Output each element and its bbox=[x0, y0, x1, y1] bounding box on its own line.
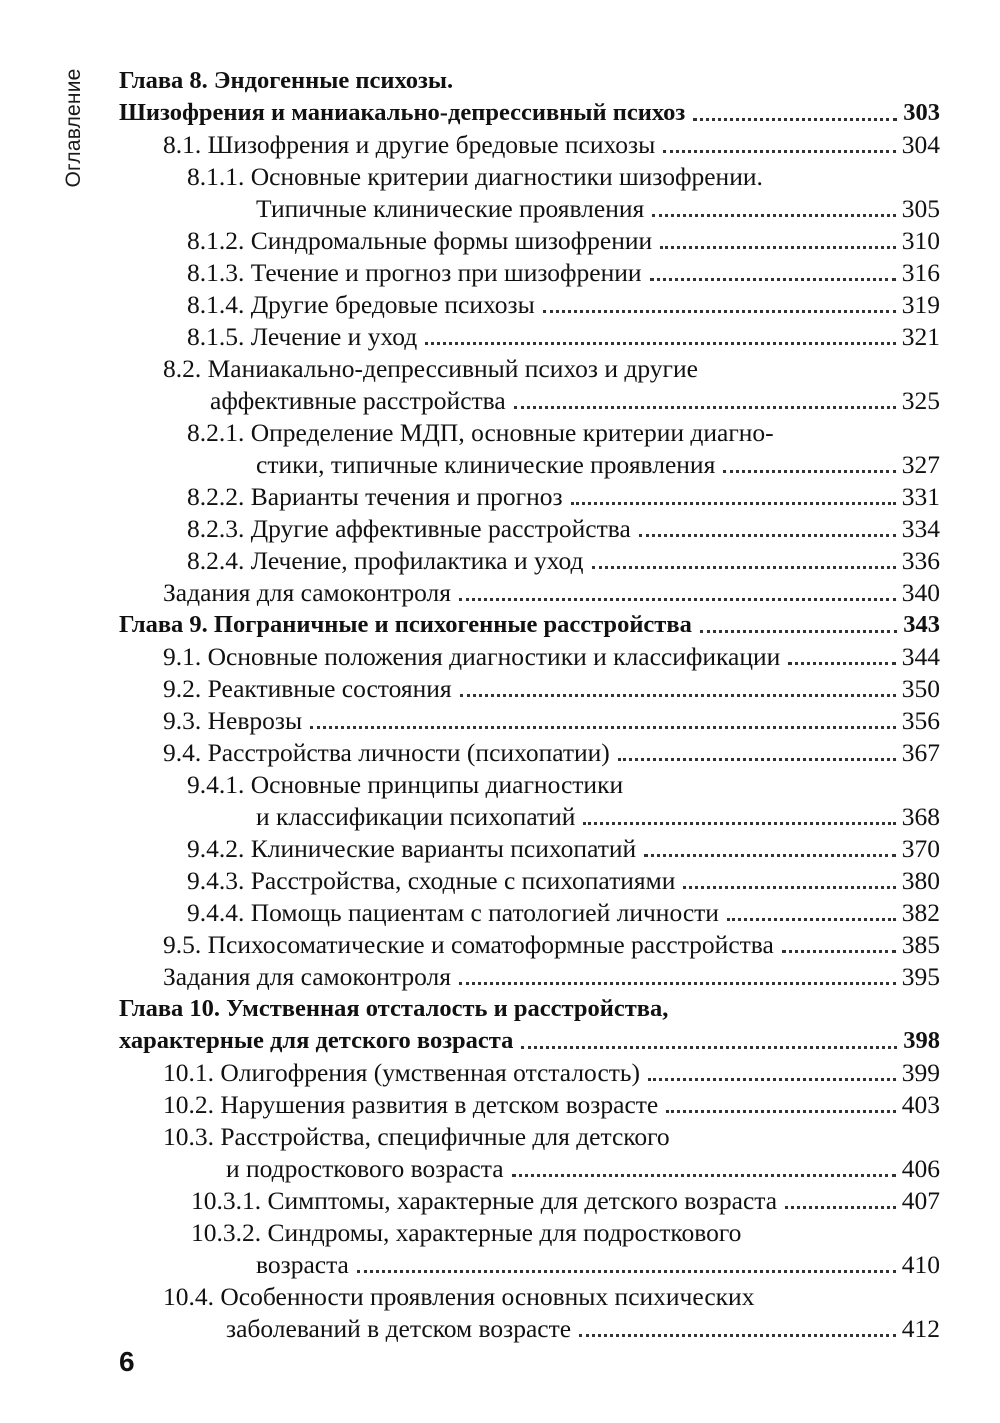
dot-leader bbox=[639, 534, 896, 537]
toc-entry-title: 8.2. Маниакально-депрессивный психоз и другие bbox=[163, 354, 698, 383]
dot-leader bbox=[788, 662, 895, 665]
toc-entry-8-1-2[interactable] bbox=[187, 224, 940, 258]
dot-leader bbox=[650, 278, 896, 281]
toc-entry-10-4[interactable] bbox=[163, 1280, 940, 1314]
toc-entry-title: возраста bbox=[256, 1250, 349, 1279]
toc-entry-title: 9.5. Психосоматические и соматоформные расстройства bbox=[163, 930, 774, 959]
dot-leader bbox=[648, 1078, 896, 1081]
toc-entry-title: Глава 10. Умственная отсталость и расстройства, bbox=[119, 995, 669, 1022]
toc-entry-page: 304 bbox=[901, 130, 940, 159]
toc-entry-9-2[interactable] bbox=[163, 672, 940, 706]
toc-entry-title: Типичные клинические проявления bbox=[256, 194, 645, 223]
toc-entry-page: 350 bbox=[901, 674, 940, 703]
toc-entry-chapter-10[interactable] bbox=[119, 992, 940, 1026]
toc-entry-8-1-4[interactable] bbox=[187, 288, 940, 322]
toc-entry-title: 8.1.4. Другие бредовые психозы bbox=[187, 290, 535, 319]
toc-entry-page: 336 bbox=[901, 546, 940, 575]
toc-entry-page: 327 bbox=[901, 450, 940, 479]
toc-entry-10-4-cont[interactable] bbox=[226, 1312, 940, 1346]
toc-entry-9-4-1[interactable] bbox=[187, 768, 940, 802]
dot-leader bbox=[579, 1334, 896, 1337]
toc-entry-title: Задания для самоконтроля bbox=[163, 578, 451, 607]
toc-entry-8-1-5[interactable] bbox=[187, 320, 940, 354]
toc-entry-chapter-8-cont[interactable] bbox=[119, 96, 940, 130]
toc-entry-9-4-1-cont[interactable] bbox=[256, 800, 940, 834]
dot-leader bbox=[425, 342, 896, 345]
dot-leader bbox=[310, 726, 896, 729]
toc-entry-self-check-9[interactable] bbox=[163, 960, 940, 994]
toc-entry-title: 10.4. Особенности проявления основных психических bbox=[163, 1282, 755, 1311]
toc-entry-page: 395 bbox=[901, 962, 940, 991]
toc-entry-10-3[interactable] bbox=[163, 1120, 940, 1154]
toc-entry-page: 321 bbox=[901, 322, 940, 351]
toc-entry-title: и классификации психопатий bbox=[256, 802, 576, 831]
toc-entry-page: 334 bbox=[901, 514, 940, 543]
toc-entry-page: 407 bbox=[901, 1186, 940, 1215]
dot-leader bbox=[514, 406, 896, 409]
toc-entry-page: 319 bbox=[901, 290, 940, 319]
toc-entry-page: 343 bbox=[903, 611, 940, 638]
toc-entry-8-1[interactable] bbox=[163, 128, 940, 162]
toc-entry-title: 8.2.3. Другие аффективные расстройства bbox=[187, 514, 631, 543]
toc-entry-8-2-4[interactable] bbox=[187, 544, 940, 578]
dot-leader bbox=[571, 502, 896, 505]
toc-entry-title: 8.1.1. Основные критерии диагностики шизофрении. bbox=[187, 162, 763, 191]
toc-entry-title: 10.2. Нарушения развития в детском возрасте bbox=[163, 1090, 659, 1119]
toc-entry-title: 8.2.2. Варианты течения и прогноз bbox=[187, 482, 563, 511]
toc-entry-10-1[interactable] bbox=[163, 1056, 940, 1090]
toc-entry-title: 9.4. Расстройства личности (психопатии) bbox=[163, 738, 610, 767]
toc-entry-9-4[interactable] bbox=[163, 736, 940, 770]
dot-leader bbox=[660, 246, 896, 249]
dot-leader bbox=[521, 1046, 897, 1049]
toc-entry-title: Шизофрения и маниакально-депрессивный психоз bbox=[119, 99, 686, 126]
toc-entry-page: 406 bbox=[901, 1154, 940, 1183]
toc-entry-title: 9.3. Неврозы bbox=[163, 706, 303, 735]
toc-entry-page: 385 bbox=[901, 930, 940, 959]
dot-leader bbox=[785, 1206, 896, 1209]
running-header-side-label: Оглавление bbox=[62, 68, 85, 188]
toc-entry-title: 9.2. Реактивные состояния bbox=[163, 674, 452, 703]
toc-entry-title: 9.4.2. Клинические варианты психопатий bbox=[187, 834, 637, 863]
toc-entry-10-3-2-cont[interactable] bbox=[256, 1248, 940, 1282]
toc-entry-page: 412 bbox=[901, 1314, 940, 1343]
dot-leader bbox=[583, 822, 895, 825]
toc-entry-9-4-2[interactable] bbox=[187, 832, 940, 866]
toc-entry-8-2-2[interactable] bbox=[187, 480, 940, 514]
toc-entry-9-4-3[interactable] bbox=[187, 864, 940, 898]
toc-entry-title: 9.4.3. Расстройства, сходные с психопатиями bbox=[187, 866, 676, 895]
dot-leader bbox=[723, 470, 895, 473]
toc-entry-chapter-9[interactable] bbox=[119, 608, 940, 642]
toc-entry-8-2-1[interactable] bbox=[187, 416, 940, 450]
toc-entry-title: аффективные расстройства bbox=[210, 386, 506, 415]
toc-entry-8-1-1[interactable] bbox=[187, 160, 940, 194]
toc-entry-title: 10.3. Расстройства, специфичные для детского bbox=[163, 1122, 670, 1151]
dot-leader bbox=[666, 1110, 896, 1113]
toc-entry-title: Задания для самоконтроля bbox=[163, 962, 451, 991]
toc-entry-10-3-1[interactable] bbox=[191, 1184, 940, 1218]
toc-entry-page: 316 bbox=[901, 258, 940, 287]
toc-entry-page: 310 bbox=[901, 226, 940, 255]
dot-leader bbox=[782, 950, 896, 953]
toc-entry-title: 10.1. Олигофрения (умственная отсталость) bbox=[163, 1058, 641, 1087]
toc-entry-9-1[interactable] bbox=[163, 640, 940, 674]
dot-leader bbox=[512, 1174, 896, 1177]
toc-entry-title: 10.3.2. Синдромы, характерные для подросткового bbox=[191, 1218, 742, 1247]
toc-entry-page: 344 bbox=[901, 642, 940, 671]
toc-entry-title: стики, типичные клинические проявления bbox=[256, 450, 716, 479]
toc-entry-chapter-10-cont[interactable] bbox=[119, 1024, 940, 1058]
dot-leader bbox=[618, 758, 896, 761]
toc-entry-title: характерные для детского возраста bbox=[119, 1027, 514, 1054]
dot-leader bbox=[459, 982, 896, 985]
toc-entry-title: 9.1. Основные положения диагностики и классификации bbox=[163, 642, 781, 671]
dot-leader bbox=[663, 150, 895, 153]
dot-leader bbox=[683, 886, 895, 889]
toc-entry-title: 10.3.1. Симптомы, характерные для детского возраста bbox=[191, 1186, 778, 1215]
toc-entry-page: 398 bbox=[903, 1027, 940, 1054]
toc-entry-8-2-3[interactable] bbox=[187, 512, 940, 546]
toc-entry-page: 303 bbox=[903, 99, 940, 126]
toc-entry-10-2[interactable] bbox=[163, 1088, 940, 1122]
toc-entry-page: 340 bbox=[901, 578, 940, 607]
toc-entry-9-3[interactable] bbox=[163, 704, 940, 738]
dot-leader bbox=[459, 598, 896, 601]
toc-entry-page: 331 bbox=[901, 482, 940, 511]
toc-entry-page: 380 bbox=[901, 866, 940, 895]
toc-entry-title: и подросткового возраста bbox=[226, 1154, 504, 1183]
toc-entry-page: 399 bbox=[901, 1058, 940, 1087]
dot-leader bbox=[693, 118, 897, 121]
toc-entry-8-1-1-cont[interactable] bbox=[256, 192, 940, 226]
toc-entry-page: 382 bbox=[901, 898, 940, 927]
toc-entry-title: 9.4.4. Помощь пациентам с патологией личности bbox=[187, 898, 719, 927]
dot-leader bbox=[644, 854, 896, 857]
dot-leader bbox=[592, 566, 896, 569]
dot-leader bbox=[357, 1270, 896, 1273]
toc-entry-title: 8.1.3. Течение и прогноз при шизофрении bbox=[187, 258, 642, 287]
toc-entry-chapter-8[interactable] bbox=[119, 64, 940, 98]
toc-entry-page: 370 bbox=[901, 834, 940, 863]
toc-entry-page: 325 bbox=[901, 386, 940, 415]
dot-leader bbox=[652, 214, 896, 217]
toc-entry-9-5[interactable] bbox=[163, 928, 940, 962]
toc-entry-page: 367 bbox=[901, 738, 940, 767]
dot-leader bbox=[700, 630, 897, 633]
dot-leader bbox=[727, 918, 896, 921]
toc-entry-8-2[interactable] bbox=[163, 352, 940, 386]
toc-entry-page: 403 bbox=[901, 1090, 940, 1119]
page-number: 6 bbox=[119, 1346, 135, 1377]
toc-entry-page: 368 bbox=[901, 802, 940, 831]
toc-entry-8-2-1-cont[interactable] bbox=[256, 448, 940, 482]
toc-entry-title: 8.1. Шизофрения и другие бредовые психозы bbox=[163, 130, 656, 159]
toc-entry-8-1-3[interactable] bbox=[187, 256, 940, 290]
toc-entry-10-3-cont[interactable] bbox=[226, 1152, 940, 1186]
dot-leader bbox=[543, 310, 896, 313]
toc-entry-page: 410 bbox=[901, 1250, 940, 1279]
toc-entry-title: 9.4.1. Основные принципы диагностики bbox=[187, 770, 624, 799]
toc-entry-title: заболеваний в детском возрасте bbox=[226, 1314, 572, 1343]
toc-entry-8-2-cont[interactable] bbox=[210, 384, 940, 418]
toc-entry-title: Глава 9. Пограничные и психогенные расстройства bbox=[119, 611, 692, 638]
toc-entry-page: 356 bbox=[901, 706, 940, 735]
toc-entry-page: 305 bbox=[901, 194, 940, 223]
toc-entry-self-check-8[interactable] bbox=[163, 576, 940, 610]
toc-entry-10-3-2[interactable] bbox=[191, 1216, 940, 1250]
toc-entry-title: 8.2.4. Лечение, профилактика и уход bbox=[187, 546, 584, 575]
toc-entry-title: 8.2.1. Определение МДП, основные критерии диагно- bbox=[187, 418, 774, 447]
dot-leader bbox=[460, 694, 896, 697]
toc-entry-9-4-4[interactable] bbox=[187, 896, 940, 930]
toc-entry-title: 8.1.5. Лечение и уход bbox=[187, 322, 418, 351]
toc-entry-title: Глава 8. Эндогенные психозы. bbox=[119, 67, 454, 94]
toc-entry-title: 8.1.2. Синдромальные формы шизофрении bbox=[187, 226, 653, 255]
